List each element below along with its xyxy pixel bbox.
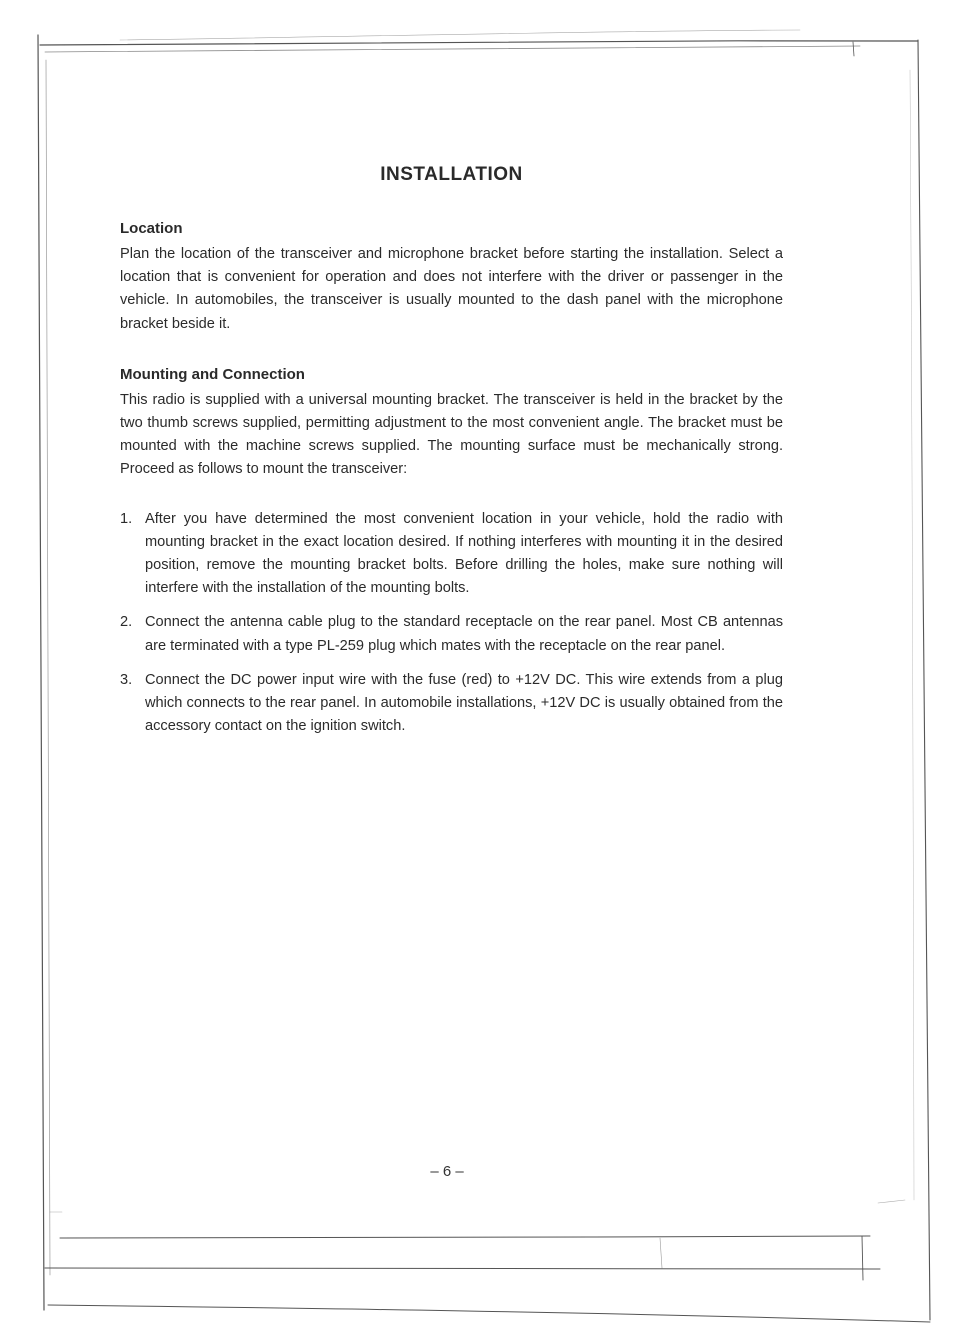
section-body: This radio is supplied with a universal mounting bracket. The transceiver is held in the bracket by the two thumb screws supplied, permitting adjustment to the most convenient angle. The bracket must be mounted with the machine screws supplied. The mounting surface must be mechanically strong. Proceed as follows to mount the transceiver: [120,391,783,478]
step-number: 2. [120,614,133,631]
section-heading: Location [120,220,183,237]
step-text: Connect the DC power input wire with the fuse (red) to +12V DC. This wire extends from a plug which connects to the rear panel. In automobile installations, +12V DC is usually obtained from the accessory contact on the ignition switch. [145,671,783,735]
mounting-steps-list [120,508,783,739]
list-item [120,611,783,657]
step-number: 1. [120,510,133,527]
step-number: 3. [120,671,133,688]
section-body: Plan the location of the transceiver and microphone bracket before starting the installation. Select a location that is convenient for operation and does not interfere with the driver or passenger in the vehicle. In automobiles, the transceiver is usually mounted to the dash panel with the microphone bracket beside it. [120,246,783,332]
list-item [120,669,783,739]
section-mounting-and-connection [120,366,783,482]
section-location [120,220,783,336]
list-item [120,508,783,601]
page-title: INSTALLATION [380,164,523,185]
step-text: Connect the antenna cable plug to the standard receptacle on the rear panel. Most CB antennas are terminated with a type PL-259 plug which mates with the receptacle on the rear panel. [145,614,783,654]
section-heading: Mounting and Connection [120,365,305,383]
page-number: – 6 – [430,1163,464,1180]
step-text: After you have determined the most convenient location in your vehicle, hold the radio with mounting bracket in the exact location desired. If nothing interferes with mounting it in the desired position, remove the mounting bracket bolts. Before drilling the holes, make sure nothing will interfere with the installation of the mounting bolts. [145,510,783,597]
page-content [120,160,783,749]
